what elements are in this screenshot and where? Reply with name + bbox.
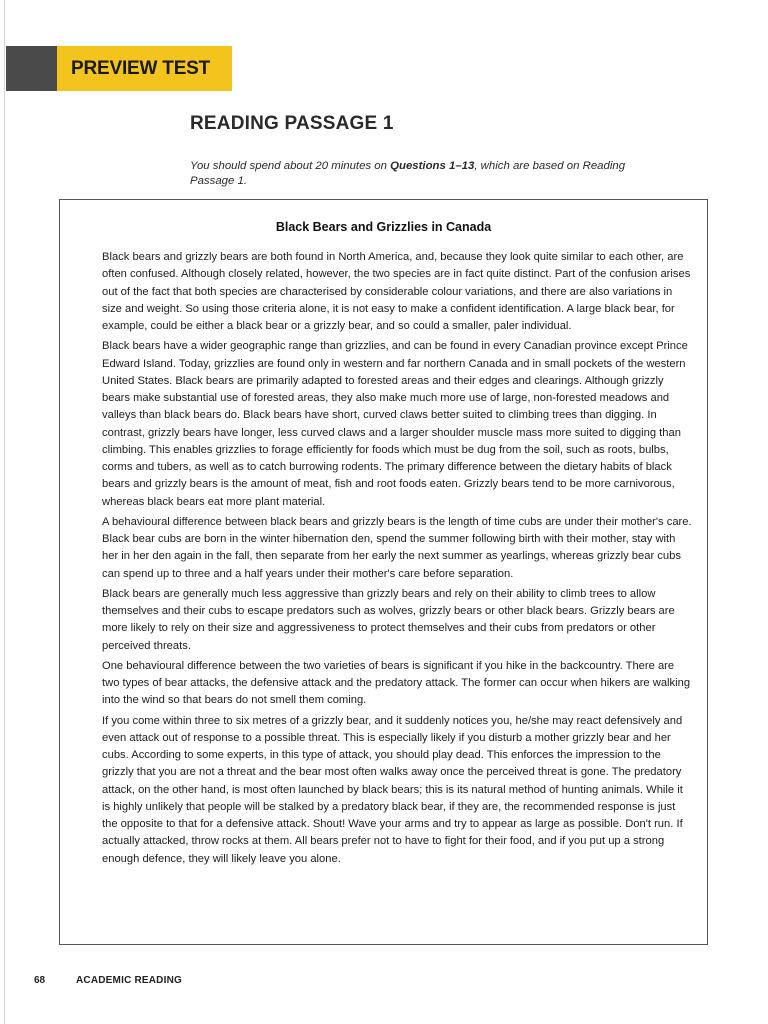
- banner-gray-block: [6, 46, 57, 91]
- page-title: READING PASSAGE 1: [190, 113, 394, 134]
- passage-body: [102, 249, 692, 871]
- footer-section-label: ACADEMIC READING: [76, 975, 182, 986]
- passage-paragraph-5: One behavioural difference between the two varieties of bears is significant if you hike in the backcountry. There are two types of bear attacks, the defensive attack and the predatory attack. The former can occur when hikers are walking into the wind so that bears do not smell them coming.: [102, 659, 691, 707]
- passage-box: [59, 199, 708, 945]
- passage-paragraph-1: Black bears and grizzly bears are both found in North America, and, because they look quite similar to each other, are often confused. Although closely related, however, the two species are in fact quite distinct. Part of the confusion arises out of the fact that both species are characterised by considerable colour variations, and there are also variations in size and weight. So using those criteria alone, it is not easy to make a confident identification. A large black bear, for example, could be either a black bear or a grizzly bear, and so could a smaller, paler individual.: [102, 251, 691, 332]
- instructions-suffix: , which are based on Reading Passage 1.: [190, 160, 626, 187]
- margin-rule: [4, 0, 5, 1024]
- banner-label: PREVIEW TEST: [57, 46, 232, 91]
- page-number: 68: [34, 975, 46, 986]
- instructions-questions: Questions 1–13: [390, 160, 475, 172]
- passage-title: Black Bears and Grizzlies in Canada: [275, 220, 492, 234]
- passage-paragraph-3: A behavioural difference between black bears and grizzly bears is the length of time cubs are under their mother's care. Black bear cubs are born in the winter hibernation den, spend the summer following birth with their mother, stay with her in her den again in the fall, then separate from her early the next summer as yearlings, whereas grizzly bear cubs can spend up to three and a half years under their mother's care before separation.: [102, 515, 692, 580]
- preview-test-banner: [6, 46, 232, 91]
- passage-paragraph-4: Black bears are generally much less aggressive than grizzly bears and rely on their ability to climb trees to allow themselves and their cubs to escape predators such as wolves, grizzly bears or other black bears. Grizzly bears are more likely to rely on their size and aggressiveness to protect themselves and their cubs from predators or other perceived threats.: [102, 587, 675, 652]
- instructions-prefix: You should spend about 20 minutes on: [190, 160, 391, 172]
- passage-paragraph-6: If you come within three to six metres of a grizzly bear, and it suddenly notices you, he/she may react defensively and even attack out of response to a possible threat. This is especially likely if you disturb a mother grizzly bear and her cubs. According to some experts, in this type of attack, you should play dead. This enforces the impression to the grizzly that you are not a threat and the bear most often walks away once the perceived threat is gone. The predatory attack, on the other hand, is most often launched by black bears; this is its natural method of hunting animals. While it is highly unlikely that people will be stalked by a predatory black bear, if they are, the recommended response is just the opposite to that for a defensive attack. Shout! Wave your arms and try to appear as large as possible. Don't run. If actually attacked, throw rocks at them. All bears prefer not to have to fight for their food, and if you put up a strong enough defence, they will likely leave you alone.: [102, 714, 683, 865]
- passage-paragraph-2: Black bears have a wider geographic range than grizzlies, and can be found in every Canadian province except Prince Edward Island. Today, grizzlies are found only in western and far northern Canada and in small pockets of the western United States. Black bears are primarily adapted to forested areas and their edges and clearings. Although grizzly bears make substantial use of forested areas, they also make much more use of large, non-forested meadows and valleys than black bears do. Black bears have short, curved claws better suited to climbing trees than digging. In contrast, grizzly bears have longer, less curved claws and a larger shoulder muscle mass more suited to digging than climbing. This enables grizzlies to forage efficiently for foods which must be dug from the soil, such as roots, bulbs, corms and tubers, as well as to catch burrowing rodents. The primary difference between the dietary habits of black bears and grizzly bears is the amount of meat, fish and root foods eaten. Grizzly bears tend to be more carnivorous, whereas black bears eat more plant material.: [102, 340, 688, 508]
- instructions: [190, 159, 670, 188]
